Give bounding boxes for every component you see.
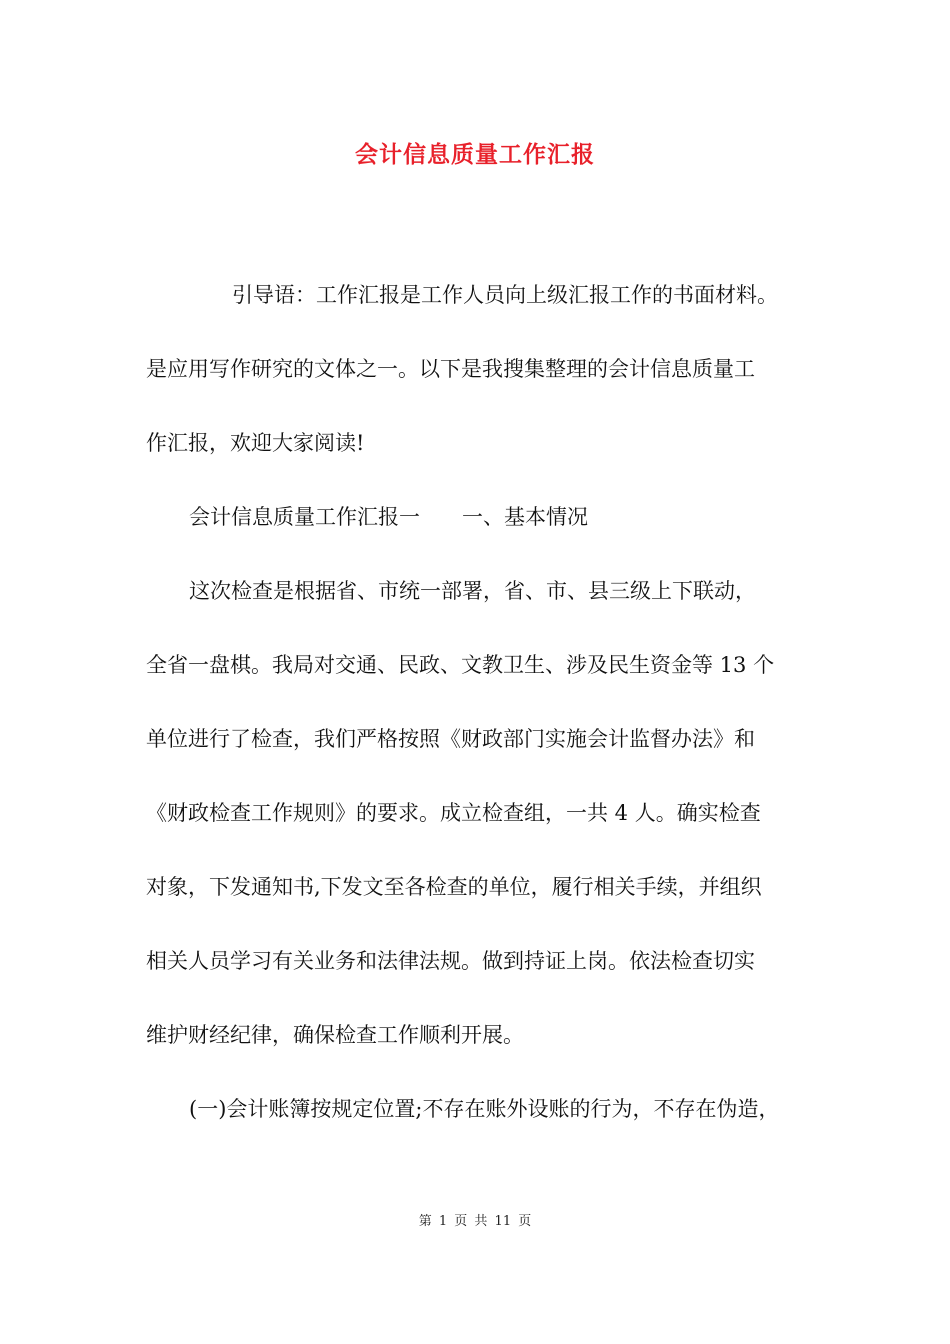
- paragraph-line: 作汇报，欢迎大家阅读!: [146, 431, 365, 455]
- paragraph-line: 维护财经纪律，确保检查工作顺利开展。: [146, 1023, 524, 1047]
- paragraph-line: 引导语：工作汇报是工作人员向上级汇报工作的书面材料。: [232, 283, 778, 307]
- page-footer: 第 1 页 共 11 页: [418, 1214, 532, 1229]
- document-title: 会计信息质量工作汇报: [355, 141, 595, 168]
- paragraph-line: 这次检查是根据省、市统一部署，省、市、县三级上下联动，: [189, 579, 756, 603]
- paragraph-line: 单位进行了检查，我们严格按照《财政部门实施会计监督办法》和: [146, 727, 755, 751]
- paragraph-line: 全省一盘棋。我局对交通、民政、文教卫生、涉及民生资金等 13 个: [146, 653, 775, 677]
- paragraph-line: 对象，下发通知书,下发文至各检查的单位，履行相关手续，并组织: [146, 875, 762, 899]
- paragraph-line: 相关人员学习有关业务和法律法规。做到持证上岗。依法检查切实: [146, 949, 755, 973]
- paragraph-line: 是应用写作研究的文体之一。以下是我搜集整理的会计信息质量工: [146, 357, 755, 381]
- section-heading: 会计信息质量工作汇报一 一、基本情况: [189, 505, 588, 529]
- paragraph-line: (一)会计账簿按规定位置;不存在账外设账的行为，不存在伪造，: [189, 1097, 780, 1121]
- paragraph-line: 《财政检查工作规则》的要求。成立检查组，一共 4 人。确实检查: [146, 801, 761, 825]
